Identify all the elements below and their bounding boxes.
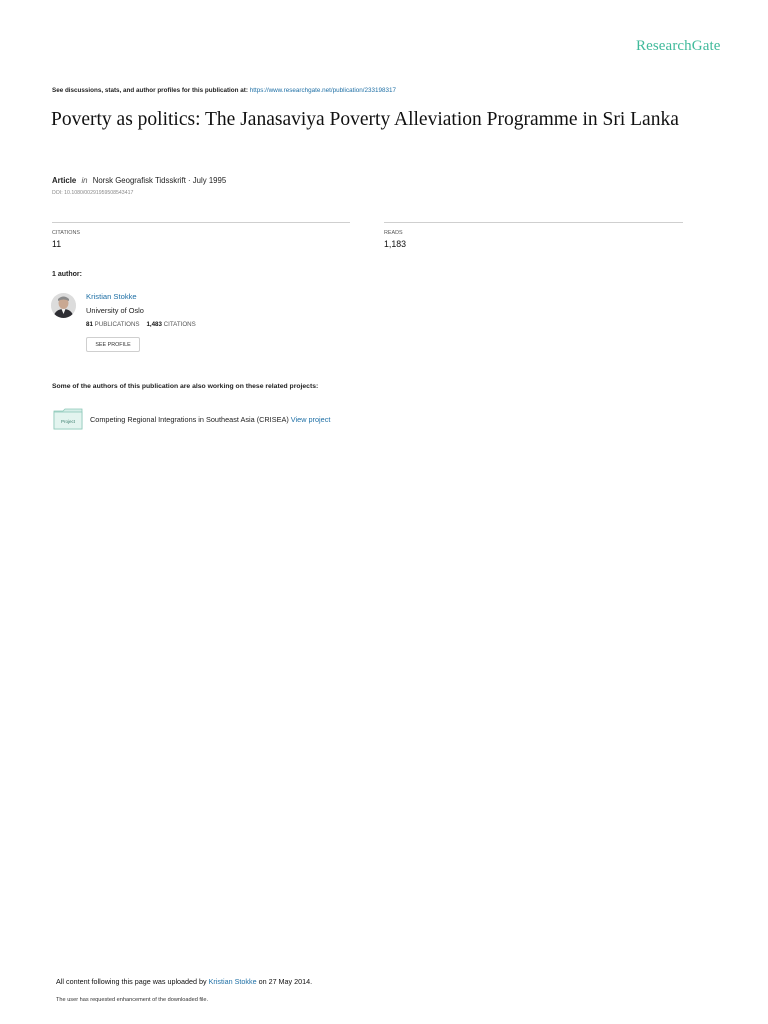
avatar-photo-icon — [51, 293, 76, 318]
researchgate-logo[interactable]: ResearchGate — [636, 38, 721, 54]
discuss-text: See discussions, stats, and author profiles for this publication at: — [52, 87, 250, 94]
reads-divider — [384, 222, 683, 223]
view-project-link[interactable]: View project — [290, 415, 331, 424]
authors-heading: 1 author: — [52, 271, 82, 278]
reads-value: 1,183 — [384, 239, 407, 249]
uploader-link[interactable]: Kristian Stokke — [208, 977, 257, 986]
project-folder-icon — [53, 408, 83, 430]
publication-url-link[interactable]: https://www.researchgate.net/publication/233198317 — [249, 87, 397, 94]
venue-date: Norsk Geografisk Tidsskrift · July 1995 — [92, 176, 227, 185]
upload-prefix: All content following this page was uploaded by — [56, 977, 209, 986]
author-avatar[interactable] — [51, 293, 76, 318]
author-publications-label: PUBLICATIONS — [94, 321, 140, 328]
author-stats — [86, 321, 196, 328]
upload-suffix: on 27 May 2014. — [256, 977, 313, 986]
project-icon-label: Project — [60, 419, 76, 424]
reads-label: READS — [384, 230, 403, 236]
author-citations-label: CITATIONS — [163, 321, 196, 328]
publication-meta — [52, 176, 226, 185]
doi: DOI: 10.1080/00291959508543417 — [52, 190, 134, 196]
publication-title: Poverty as politics: The Janasaviya Poverty Alleviation Programme in Sri Lanka — [51, 109, 679, 130]
author-citations-count: 1,483 — [146, 321, 162, 328]
in-word: in — [81, 176, 88, 185]
related-project — [90, 415, 330, 424]
enhancement-note: The user has requested enhancement of the downloaded file. — [56, 997, 209, 1003]
publication-type: Article — [52, 176, 77, 185]
citations-label: CITATIONS — [52, 230, 80, 236]
citations-divider — [52, 222, 350, 223]
related-projects-heading: Some of the authors of this publication are also working on these related projects: — [52, 383, 319, 390]
see-profile-button[interactable]: SEE PROFILE — [86, 337, 140, 352]
author-affiliation: University of Oslo — [86, 306, 144, 315]
project-title: Competing Regional Integrations in Southeast Asia (CRISEA) — [90, 415, 291, 424]
author-publications-count: 81 — [86, 321, 93, 328]
author-name-link[interactable]: Kristian Stokke — [86, 292, 137, 301]
citations-value: 11 — [52, 239, 62, 249]
upload-notice — [56, 977, 312, 986]
discuss-line — [52, 87, 396, 94]
